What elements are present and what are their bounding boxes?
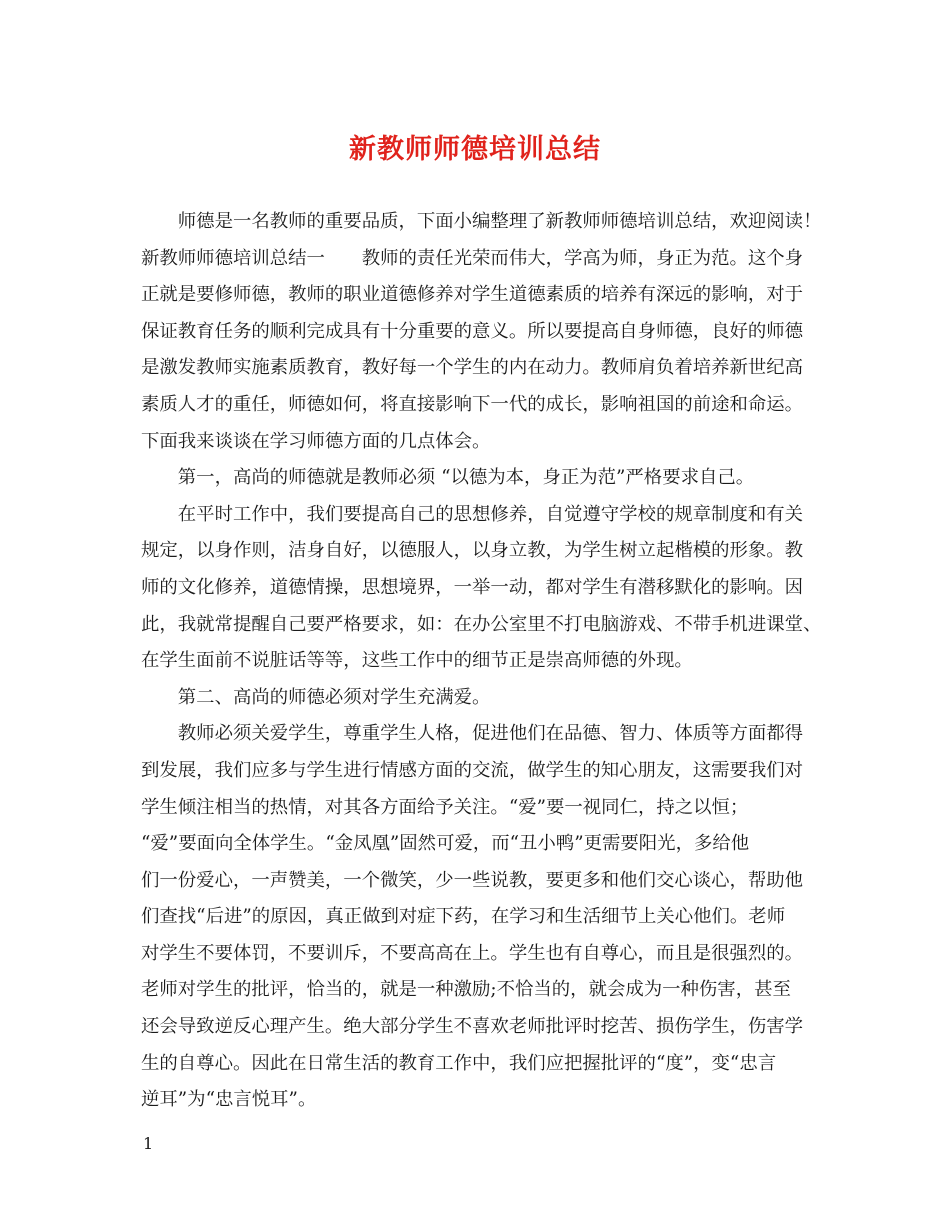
text-line: 在平时工作中，我们要提高自己的思想修养，自觉遵守学校的规章制度和有关 (141, 503, 804, 525)
text-line: 学生倾注相当的热情，对其各方面给予关注。“爱”要一视同仁，持之以恒； (141, 796, 749, 818)
text-line: 正就是要修师德，教师的职业道德修养对学生道德素质的培养有深远的影响，对于 (141, 284, 804, 306)
text-line: 是激发教师实施素质教育，教好每一个学生的内在动力。教师肩负着培养新世纪高 (141, 357, 804, 379)
text-line: 师德是一名教师的重要品质，下面小编整理了新教师师德培训总结，欢迎阅读！ (141, 211, 822, 232)
text-line: 新教师师德培训总结一 教师的责任光荣而伟大，学高为师，身正为范。这个身 (141, 247, 804, 269)
text-line: 到发展，我们应多与学生进行情感方面的交流，做学生的知心朋友，这需要我们对 (141, 759, 804, 781)
text-line: 第一，高尚的师德就是教师必须 “以德为本，身正为范”严格要求自己。 (141, 467, 755, 489)
text-line: 逆耳”为“忠言悦耳”。 (141, 1089, 317, 1111)
text-line: 在学生面前不说脏话等等，这些工作中的细节正是崇高师德的外现。 (141, 650, 693, 672)
text-line: 第二、高尚的师德必须对学生充满爱。 (141, 686, 491, 708)
document-body (141, 204, 821, 1119)
text-line: 老师对学生的批评，恰当的，就是一种激励;不恰当的，就会成为一种伤害，甚至 (141, 979, 791, 1001)
text-line: 保证教育任务的顺利完成具有十分重要的意义。所以要提高自身师德，良好的师德 (141, 320, 804, 342)
text-line: 教师必须关爱学生，尊重学生人格，促进他们在品德、智力、体质等方面都得 (141, 723, 804, 745)
text-line: “爱”要面向全体学生。“金凤凰”固然可爱，而“丑小鸭”更需要阳光，多给他 (141, 833, 750, 855)
text-line: 对学生不要体罚，不要训斥，不要高高在上。学生也有自尊心，而且是很强烈的。 (141, 942, 804, 964)
text-line: 规定，以身作则，洁身自好，以德服人，以身立教，为学生树立起楷模的形象。教 (141, 540, 804, 562)
text-line: 素质人才的重任，师德如何，将直接影响下一代的成长，影响祖国的前途和命运。 (141, 393, 804, 415)
text-line: 师的文化修养，道德情操，思想境界，一举一动，都对学生有潜移默化的影响。因 (141, 576, 804, 598)
document-title: 新教师师德培训总结 (349, 134, 601, 165)
text-line: 们一份爱心，一声赞美，一个微笑，少一些说教，要更多和他们交心谈心，帮助他 (141, 869, 804, 891)
text-line: 此，我就常提醒自己要严格要求，如：在办公室里不打电脑游戏、不带手机进课堂、 (141, 613, 822, 635)
text-line: 们查找“后进”的原因，真正做到对症下药，在学习和生活细节上关心他们。老师 (141, 906, 786, 928)
text-line: 还会导致逆反心理产生。绝大部分学生不喜欢老师批评时挖苦、损伤学生，伤害学 (141, 1016, 804, 1038)
text-line: 下面我来谈谈在学习师德方面的几点体会。 (141, 430, 491, 452)
text-line: 生的自尊心。因此在日常生活的教育工作中，我们应把握批评的“度”，变“忠言 (141, 1052, 777, 1074)
page-number: 1 (143, 1134, 154, 1153)
